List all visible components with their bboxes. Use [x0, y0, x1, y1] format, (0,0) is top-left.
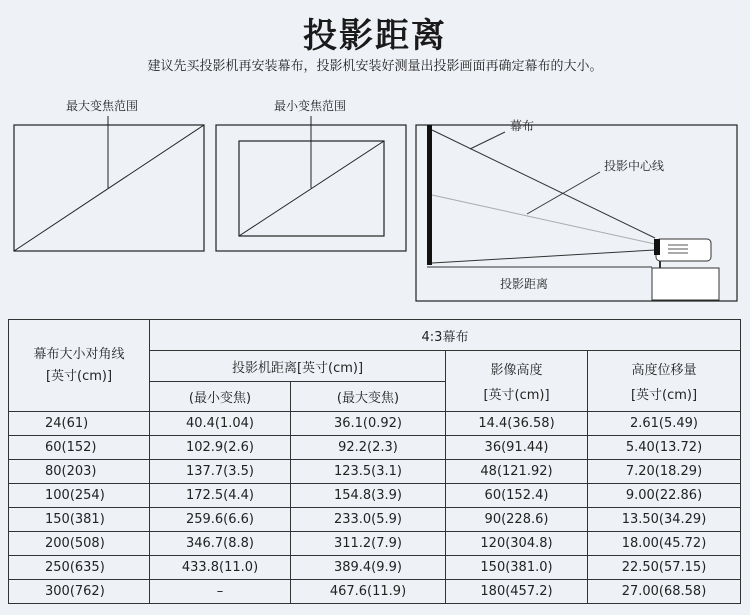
- max-zoom-header: (最大变焦): [291, 382, 446, 412]
- offset-cell: 22.50(57.15): [588, 556, 741, 580]
- diagonal-cell: 200(508): [9, 532, 150, 556]
- offset-cell: 7.20(18.29): [588, 460, 741, 484]
- min-zoom-distance-cell: –: [150, 580, 291, 604]
- max-zoom-distance-cell: 92.2(2.3): [291, 436, 446, 460]
- image-height-cell: 150(381.0): [446, 556, 588, 580]
- offset-cell: 13.50(34.29): [588, 508, 741, 532]
- min-zoom-distance-cell: 259.6(6.6): [150, 508, 291, 532]
- diagonal-cell: 300(762): [9, 580, 150, 604]
- max-zoom-distance-cell: 123.5(3.1): [291, 460, 446, 484]
- projection-spec-table: [8, 319, 741, 604]
- projector-icon: [656, 239, 711, 261]
- max-zoom-distance-cell: 389.4(9.9): [291, 556, 446, 580]
- min-zoom-distance-cell: 433.8(11.0): [150, 556, 291, 580]
- image-height-cell: 36(91.44): [446, 436, 588, 460]
- screen-bar: [427, 125, 432, 265]
- image-height-cell: 48(121.92): [446, 460, 588, 484]
- upper-beam: [432, 130, 655, 238]
- table-row: [9, 532, 741, 556]
- zoom-range-diagrams: [0, 90, 750, 310]
- image-height-header-unit: [英寸(cm)]: [483, 388, 550, 403]
- max-zoom-label: 最大变焦范围: [66, 99, 139, 113]
- image-height-header-label: 影像高度: [490, 363, 543, 378]
- min-zoom-distance-cell: 102.9(2.6): [150, 436, 291, 460]
- distance-label: 投影距离: [500, 277, 549, 291]
- projector-table: [652, 268, 719, 300]
- max-zoom-distance-cell: 154.8(3.9): [291, 484, 446, 508]
- table-row: [9, 436, 741, 460]
- ratio-header: 4:3幕布: [150, 320, 741, 351]
- diagonal-cell: 24(61): [9, 412, 150, 436]
- page-title: 投影距离: [303, 16, 447, 56]
- diagonal-header: [9, 320, 150, 412]
- image-height-cell: 60(152.4): [446, 484, 588, 508]
- min-zoom-distance-cell: 40.4(1.04): [150, 412, 291, 436]
- offset-cell: 5.40(13.72): [588, 436, 741, 460]
- diagonal-cell: 250(635): [9, 556, 150, 580]
- max-zoom-distance-cell: 311.2(7.9): [291, 532, 446, 556]
- max-zoom-distance-cell: 36.1(0.92): [291, 412, 446, 436]
- min-zoom-distance-cell: 172.5(4.4): [150, 484, 291, 508]
- max-zoom-distance-cell: 233.0(5.9): [291, 508, 446, 532]
- screen-pointer: [470, 132, 505, 149]
- max-zoom-diagonal: [14, 125, 204, 251]
- table-row: [9, 556, 741, 580]
- image-height-header: [446, 351, 588, 412]
- image-height-cell: 120(304.8): [446, 532, 588, 556]
- offset-cell: 18.00(45.72): [588, 532, 741, 556]
- min-zoom-label: 最小变焦范围: [274, 99, 347, 113]
- center-line-pointer: [527, 172, 600, 214]
- image-height-cell: 14.4(36.58): [446, 412, 588, 436]
- offset-cell: 2.61(5.49): [588, 412, 741, 436]
- distance-header: 投影机距离[英寸(cm)]: [150, 351, 446, 382]
- table-row: [9, 508, 741, 532]
- offset-cell: 27.00(68.58): [588, 580, 741, 604]
- lower-beam: [432, 250, 655, 263]
- min-zoom-distance-cell: 137.7(3.5): [150, 460, 291, 484]
- image-height-cell: 180(457.2): [446, 580, 588, 604]
- offset-cell: 9.00(22.86): [588, 484, 741, 508]
- offset-header-unit: [英寸(cm)]: [630, 388, 698, 403]
- table-row: [9, 580, 741, 604]
- table-row: [9, 460, 741, 484]
- max-zoom-distance-cell: 467.6(11.9): [291, 580, 446, 604]
- center-beam: [432, 195, 655, 244]
- diagonal-cell: 60(152): [9, 436, 150, 460]
- diagonal-cell: 80(203): [9, 460, 150, 484]
- diagonal-cell: 100(254): [9, 484, 150, 508]
- spec-table-body: [9, 412, 741, 604]
- page-subtitle: 建议先买投影机再安装幕布，投影机安装好测量出投影画面再确定幕布的大小。: [147, 59, 603, 74]
- offset-header-label: 高度位移量: [631, 363, 697, 378]
- projection-side-diagram: [416, 118, 737, 301]
- table-row: [9, 484, 741, 508]
- min-zoom-distance-cell: 346.7(8.8): [150, 532, 291, 556]
- max-zoom-diagram: [14, 98, 204, 251]
- screen-label: 幕布: [510, 119, 535, 133]
- table-row: [9, 412, 741, 436]
- image-height-cell: 90(228.6): [446, 508, 588, 532]
- min-zoom-header: (最小变焦): [150, 382, 291, 412]
- diagonal-cell: 150(381): [9, 508, 150, 532]
- min-zoom-diagram: [216, 98, 406, 251]
- projector-lens-icon: [654, 239, 660, 255]
- offset-header: [588, 351, 741, 412]
- diagonal-header-label: 幕布大小对角线: [33, 346, 125, 362]
- center-line-label: 投影中心线: [604, 159, 665, 173]
- diagonal-header-unit: [英寸(cm)]: [45, 368, 113, 384]
